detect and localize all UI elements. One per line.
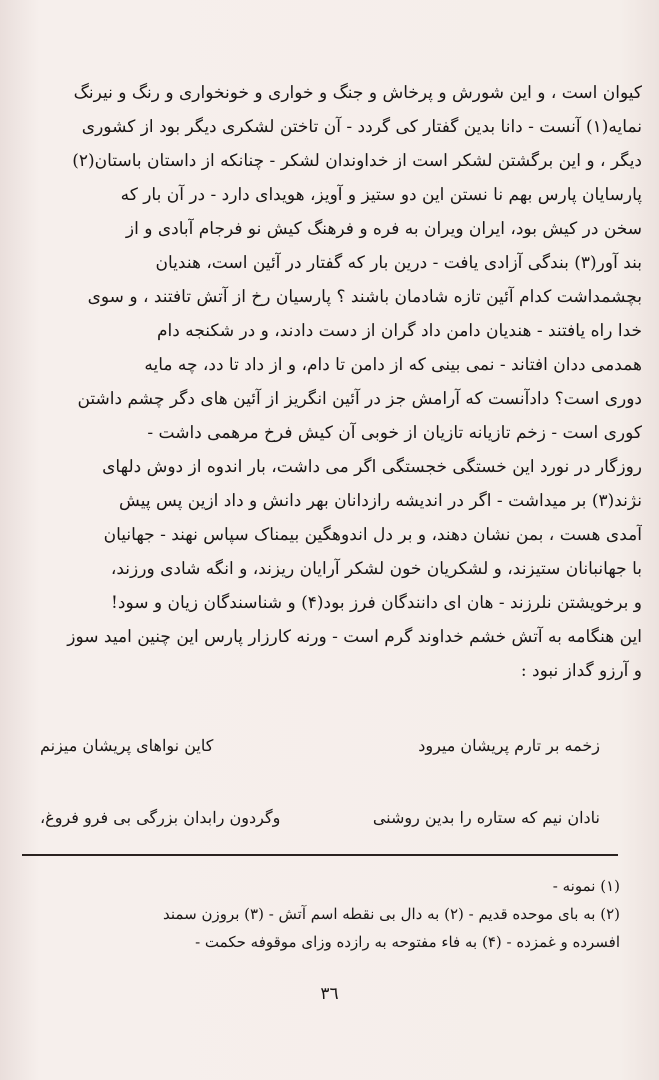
body-line: پارسایان پارس بهم نا نستن این دو ستیز و آویز، هویدای دارد - در آن بار که (120, 185, 642, 205)
footnote: (۱) نمونه - (552, 877, 620, 895)
verse-second-hemistich: کاین نواهای پریشان میزنم (40, 736, 214, 755)
body-line: روزگار در نورد این خستگی خجستگی اگر می داشت، بار اندوه از دوش دلهای (102, 457, 642, 477)
footnote: (۲) به بای موحده قدیم - (۲) به دال بی نقطه اسم آتش - (۳) بروزن سمند (163, 905, 620, 923)
verse (40, 808, 600, 827)
verse-first-hemistich: نادان نیم که ستاره را بدین روشنی (372, 808, 600, 827)
body-line: خدا راه یافتند - هندیان دامن داد گران از دست دادند، و در شکنجه دام (156, 321, 642, 341)
footnote: افسرده و غمزده - (۴) به فاء مفتوحه به رازده وزای موقوفه حکمت - (195, 933, 620, 951)
body-line: سخن در کیش بود، ایران ویران به فره و فرهنگ کیش نو فرجام آبادی و از (125, 219, 642, 239)
verse-first-hemistich: زخمه بر تارم پریشان میرود (418, 736, 600, 755)
body-line: بند آور(۳) بندگی آزادی یافت - درین بار که گفتار در آئین است، هندیان (155, 253, 642, 273)
body-line: آمدی هست ، بمن نشان دهند، و بر دل اندوهگین بیمناک سپاس نهند - جهانیان (103, 525, 642, 545)
page-number: ۳٦ (320, 984, 339, 1004)
footnote-divider (22, 854, 618, 856)
body-line: همدمی ددان افتاند - نمی بینی که از دامن تا دام، و از داد تا دد، چه مایه (144, 355, 642, 375)
body-line: کوری است - زخم تازیانه تازیان از خوبی آن کیش فرخ مرهمی داشت - (147, 423, 642, 443)
body-line: کیوان است ، و این شورش و پرخاش و جنگ و خواری و خونخواری و رنگ و نیرنگ (73, 83, 642, 103)
body-line: و آرزو گداز نبود : (520, 661, 642, 681)
body-text (14, 76, 642, 688)
body-line: این هنگامه به آتش خشم خداوند گرم است - ورنه کارزار پارس این چنین امید سوز (67, 627, 642, 647)
body-line: دوری است؟ دادآنست که آرامش جز در آئین انگریز از آئین های دگر چشم داشتن (77, 389, 642, 409)
body-line: و برخویشتن نلرزند - هان ای دانندگان فرز بود(۴) و شناسندگان زیان و سود! (111, 593, 642, 613)
body-line: بچشمداشت کدام آئین تازه شادمان باشند ؟ پارسیان رخ از آتش تافتند ، و سوی (87, 287, 642, 307)
verse-second-hemistich: وگردون رابدان بزرگی بی فرو فروغ، (40, 808, 281, 827)
body-line: با جهانبانان ستیزند، و لشکریان خون لشکر آرایان ریزند، و انگه شادی ورزند، (110, 559, 642, 579)
verse (40, 736, 600, 755)
footnotes (20, 872, 620, 956)
body-line: دیگر ، و این برگشتن لشکر است از خداوندان لشکر - چنانکه از داستان باستان(۲) (72, 151, 642, 171)
body-line: نمایه(۱) آنست - دانا بدین گفتار کی گردد - آن تاختن لشکری دیگر بود از کشوری (81, 117, 642, 137)
body-line: نژند(۳) بر میداشت - اگر در اندیشه رازدانان بهر دانش و داد ازین پس پیش (119, 491, 642, 511)
